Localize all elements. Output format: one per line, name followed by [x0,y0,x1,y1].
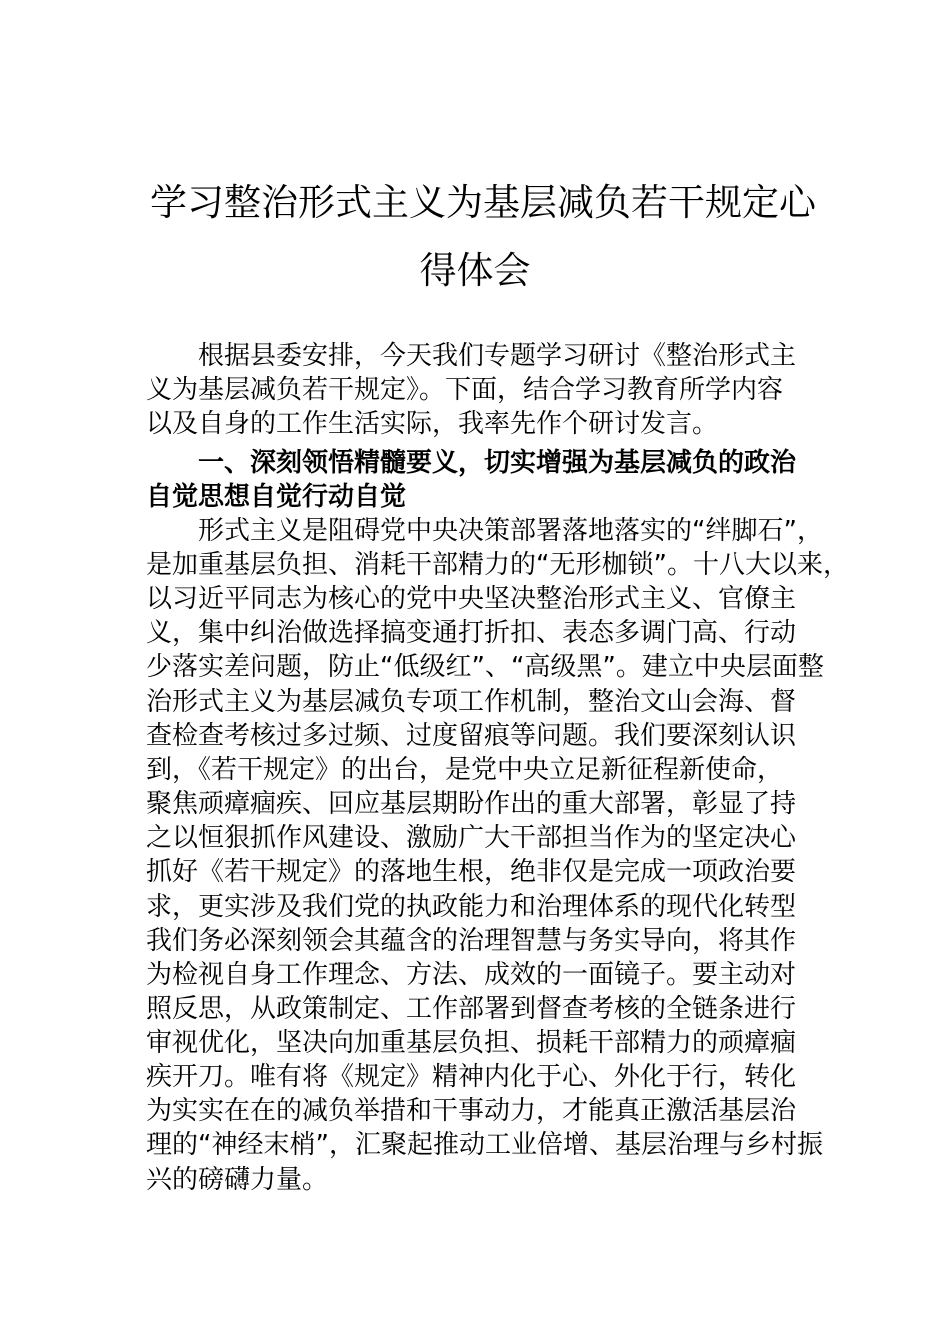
body-line: 治形式主义为基层减负专项工作机制，整治文山会海、督 [146,687,797,717]
body-line: 聚焦顽瘴痼疾、回应基层期盼作出的重大部署，彰显了持 [146,789,797,819]
section-heading-line: 一、深刻领悟精髓要义，切实增强为基层减负的政治 [146,448,797,478]
body-line: 理的“神经末梢”，汇聚起推动工业倍增、基层治理与乡村振 [146,1130,823,1160]
body-line: 我们务必深刻领会其蕴含的治理智慧与务实导向，将其作 [146,926,797,956]
body-line: 兴的磅礴力量。 [146,1165,329,1195]
body-line: 之以恒狠抓作风建设、激励广大干部担当作为的坚定决心 [146,823,797,853]
body-line: 照反思，从政策制定、工作部署到督查考核的全链条进行 [146,994,797,1024]
body-line: 到，《若干规定》的出台，是党中央立足新征程新使命， [146,755,784,785]
body-line: 义为基层减负若干规定》。下面，结合学习教育所学内容 [146,375,784,405]
body-line: 少落实差问题，防止“低级红”、“高级黑”。建立中央层面整 [146,652,824,682]
body-line: 以及自身的工作生活实际，我率先作个研讨发言。 [146,409,719,439]
body-line: 疾开刀。唯有将《规定》精神内化于心、外化于行，转化 [146,1062,797,1092]
body-line: 义，集中纠治做选择搞变通打折扣、表态多调门高、行动 [146,618,797,648]
section-heading-line: 自觉思想自觉行动自觉 [146,482,407,512]
body-line: 求，更实涉及我们党的执政能力和治理体系的现代化转型 [146,892,797,922]
body-line: 抓好《若干规定》的落地生根，绝非仅是完成一项政治要 [146,857,797,887]
document-title-line-1: 学习整治形式主义为基层减负若干规定心 [150,181,816,224]
body-line: 查检查考核过多过频、过度留痕等问题。我们要深刻认识 [146,721,797,751]
body-line: 是加重基层负担、消耗干部精力的“无形枷锁”。十八大以来， [146,550,849,580]
body-line: 为实实在在的减负举措和干事动力，才能真正激活基层治 [146,1096,797,1126]
body-line: 以习近平同志为核心的党中央坚决整治形式主义、官僚主 [146,584,797,614]
document-title-line-2: 得体会 [419,249,531,292]
body-line: 根据县委安排，今天我们专题学习研讨《整治形式主 [146,341,797,371]
body-line: 为检视自身工作理念、方法、成效的一面镜子。要主动对 [146,960,797,990]
body-line: 形式主义是阻碍党中央决策部署落地落实的“绊脚石”， [146,516,823,546]
body-line: 审视优化，坚决向加重基层负担、损耗干部精力的顽瘴痼 [146,1028,797,1058]
